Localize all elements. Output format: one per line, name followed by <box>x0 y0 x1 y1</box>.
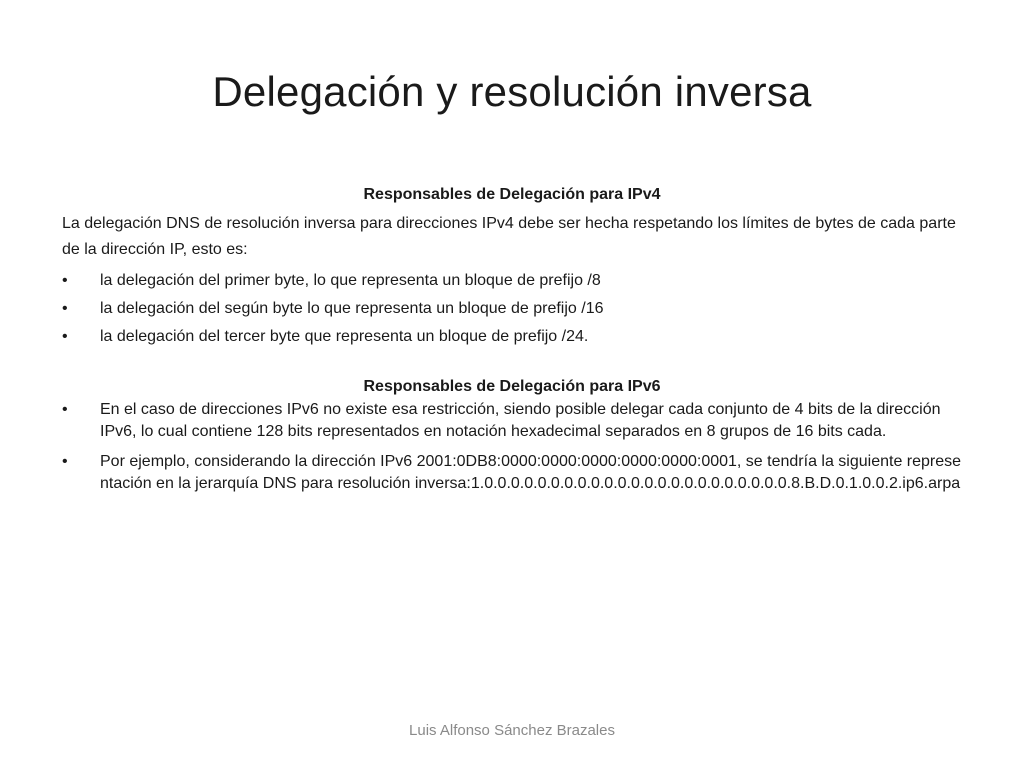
ipv4-bullet-text: la delegación del según byte lo que representa un bloque de prefijo /16 <box>100 300 604 317</box>
ipv6-bullet-list <box>62 399 962 495</box>
bullet-icon: • <box>62 300 68 317</box>
ipv4-bullet-text: la delegación del primer byte, lo que representa un bloque de prefijo /8 <box>100 272 601 289</box>
ipv4-bullet-item <box>62 325 962 349</box>
slide-title: Delegación y resolución inversa <box>212 68 812 115</box>
ipv6-bullet-item <box>62 451 962 495</box>
ipv4-bullet-item <box>62 297 962 321</box>
slide-footer-author: Luis Alfonso Sánchez Brazales <box>409 722 615 739</box>
ipv6-bullet-item <box>62 399 962 443</box>
ipv4-section-heading: Responsables de Delegación para IPv4 <box>363 186 661 203</box>
ipv4-bullet-list <box>62 269 962 349</box>
ipv6-bullet-text: Por ejemplo, considerando la dirección IPv6 2001:0DB8:0000:0000:0000:0000:0000:0001, se tendría la siguiente representación en la jerarquía DNS para resolución inversa:1.0.0.0.0.0.0.0.0.0.0.0.0.0.0.0.0.0.0.0.0.0.0.0.8.B.D.0.1.0.0.2.ip6.arpa <box>100 453 962 492</box>
bullet-icon: • <box>62 401 68 418</box>
ipv6-section-heading: Responsables de Delegación para IPv6 <box>363 378 661 395</box>
ipv4-bullet-item <box>62 269 962 293</box>
bullet-icon: • <box>62 272 68 289</box>
slide-body <box>62 183 962 503</box>
section-spacer <box>62 353 962 375</box>
bullet-icon: • <box>62 328 68 345</box>
ipv6-bullet-text: En el caso de direcciones IPv6 no existe esa restricción, siendo posible delegar cada conjunto de 4 bits de la dirección IPv6, lo cual contiene 128 bits representados en notación hexadecimal separados en 8 grupos de 16 bits cada. <box>100 401 941 440</box>
ipv4-paragraph: La delegación DNS de resolución inversa para direcciones IPv4 debe ser hecha respetando los límites de bytes de cada parte de la dirección IP, esto es: <box>62 215 956 258</box>
bullet-icon: • <box>62 453 68 470</box>
ipv4-bullet-text: la delegación del tercer byte que representa un bloque de prefijo /24. <box>100 328 589 345</box>
